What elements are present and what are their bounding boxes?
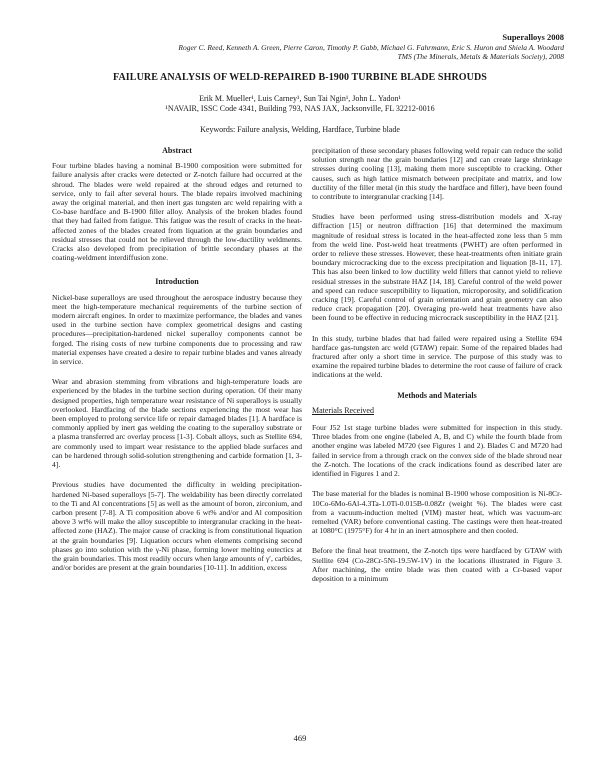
affiliation: ¹NAVAIR, ISSC Code 4341, Building 793, NAS JAX, Jacksonville, FL 32212-0016 (165, 104, 435, 113)
paper-title: FAILURE ANALYSIS OF WELD-REPAIRED B-1900 TURBINE BLADE SHROUDS (113, 72, 487, 83)
conference-name: Superalloys 2008 (502, 32, 564, 42)
body-paragraph: precipitation of these secondary phases following weld repair can reduce the solid solution strength near the grain boundaries [12] and can create large shrinkage stresses during cooling [13], making them more susceptible to cracking. Other causes, such as high lattice mismatch between precipitate and matrix, and low ductility of the filler metal (in this study the hardface and filler), have been found to contribute to intergranular cracking [14]. (312, 146, 562, 202)
materials-received-subheading: Materials Received (312, 405, 374, 415)
author-block (0, 94, 600, 114)
intro-paragraph: Wear and abrasion stemming from vibrations and high-temperature loads are experienced by the blades in the turbine section during operation. Of their many designed properties, high temperature wear resistance of Ni superalloys is usually overlooked. Hardfacing of the blade sections experiencing the most wear has been employed to prolong service life or repair damaged blades [1]. A hardface is commonly applied by inert gas welding the coating to the superalloy substrate or a plasma transferred arc overlay process [1-3]. Cobalt alloys, such as Stellite 694, are commonly used to impart wear resistance to the applied blade surfaces and can be hardened through solid-solution strengthening and carbide formation [1, 3-4]. (52, 377, 302, 470)
editors-line: Roger C. Reed, Kenneth A. Green, Pierre Caron, Timothy P. Gabb, Michael G. Fahrmann, Eric S. Huron and Shiela A. Woodard (178, 42, 564, 52)
intro-paragraph: Nickel-base superalloys are used throughout the aerospace industry because they meet the high-temperature mechanical requirements of the turbine section of modern aircraft engines. In order to maximize performance, the blades and vanes used in the turbine section have complex geometrical designs and casting procedures—precipitation-hardened nickel superalloy components cannot be forged. The rising costs of new turbine components due to processing and raw material expenses have created a desire to repair turbine blades and vanes already in service. (52, 292, 302, 367)
body-paragraph: In this study, turbine blades that had failed were repaired using a Stellite 694 hardface gas-tungsten arc weld (GTAW) repair. Some of the repaired blades had fractured after only a short time in service. The purpose of this study was to examine the repaired turbine blades to determine the root cause of failure of crack indications at the weld. (312, 333, 562, 380)
abstract-heading: Abstract (162, 146, 192, 155)
running-header (178, 33, 564, 62)
abstract-text: Four turbine blades having a nominal B-1900 composition were submitted for failure analysis after cracks were detected or Z-notch failure had occurred at the shroud. The blades were weld repaired at the shroud edges and returned to service, only to fail after several hours. The blade repairs involved machining away the original material, and then inert gas tungsten arc weld repairing with a Co-base hardface and B-1900 filler alloy. Analysis of the broken blades found that they had failed from fatigue. This fatigue was the result of cracks in the heat-affected zones of the blades created from liquation at the grain boundaries and residual stresses that could not be relieved through the low-ductility weldments. Cracks also developed from precipitation of brittle secondary phases at the coating-weldment interdiffusion zone. (52, 161, 302, 263)
intro-paragraph: Previous studies have documented the difficulty in welding precipitation-hardened Ni-based superalloys [5-7]. The weldability has been directly correlated to the Ti and Al concentrations [5] as well as the amount of boron, zirconium, and carbon present [7-8]. A Ti composition above 6 wt% and/or and Al composition above 3 wt% will make the alloy susceptible to intergranular cracking in the heat-affected zone (HAZ). The major cause of cracking is from constitutional liquation at the grain boundaries [9]. Liquation occurs when elements comprising second phases go into solution with the γ-Ni phase, forming lower melting eutectics at the grain boundaries. This most readily occurs when large amounts of γ′, carbides, and/or borides are present at the grain boundaries [10-11]. In addition, excess (52, 480, 302, 573)
author-list: Erik M. Mueller¹, Luis Carney¹, Sun Tai Ngin¹, John L. Yadon¹ (199, 94, 401, 103)
body-paragraph: Before the final heat treatment, the Z-notch tips were hardfaced by GTAW with Stellite 694 (Co-28Cr-5Ni-19.5W-1V) in the locations illustrated in Figure 3. After machining, the entire blade was then coated with a Cr-based vapor deposition to a minimum (312, 546, 562, 583)
introduction-heading: Introduction (155, 277, 199, 287)
body-paragraph: Studies have been performed using stress-distribution models and X-ray diffraction [15] or neutron diffraction [16] that determined the maximum magnitude of residual stress is located in the heat-affected zone less than 5 mm from the weld line. Post-weld heat treatments (PWHT) are often performed in order to relieve these stresses. However, these heat-treatments often initiate grain boundary microcracking due to the excess precipitation and liquation [8-11, 17]. This has also been linked to low ductility weld fillers that cannot yield to relieve residual stresses in the substrate HAZ [14, 18]. Careful control of the weld power and speed can reduce susceptibility to liquation, microporosity, and solidification cracking [19]. Careful control of grain orientation and grain geometry can also reduce crack propagation [20]. Overaging pre-weld heat treatments have also been found to be effective in reducing microcrack susceptibility in the HAZ [21]. (312, 212, 562, 323)
keywords: Keywords: Failure analysis, Welding, Hardface, Turbine blade (200, 125, 400, 134)
body-paragraph: The base material for the blades is nominal B-1900 whose composition is Ni-8Cr-10Co-6Mo-6Al-4.3Ta-1.0Ti-0.015B-0.08Zr (weight %). The blades were cast from a vacuum-induction melted (VIM) master heat, which was vacuum-arc remelted (VAR) before conventional casting. The castings were then heat-treated at 1080°C (1975°F) for 4 hr in an inert atmosphere and then cooled. (312, 489, 562, 536)
publisher-line: TMS (The Minerals, Metals & Materials Society), 2008 (397, 52, 564, 61)
methods-heading: Methods and Materials (397, 390, 477, 400)
right-column (312, 146, 562, 594)
page-number: 469 (293, 733, 307, 743)
left-column (52, 146, 302, 583)
body-paragraph: Four J52 1st stage turbine blades were submitted for inspection in this study. Three blades from one engine (labeled A, B, and C) while the fourth blade from another engine was labeled M720 (see Figures 1 and 2). Blades C and M720 had failed in service from a through crack on the convex side of the blade shroud near the Z-notch. The locations of the crack indications found as described later are identified in Figures 1 and 2. (312, 423, 562, 479)
